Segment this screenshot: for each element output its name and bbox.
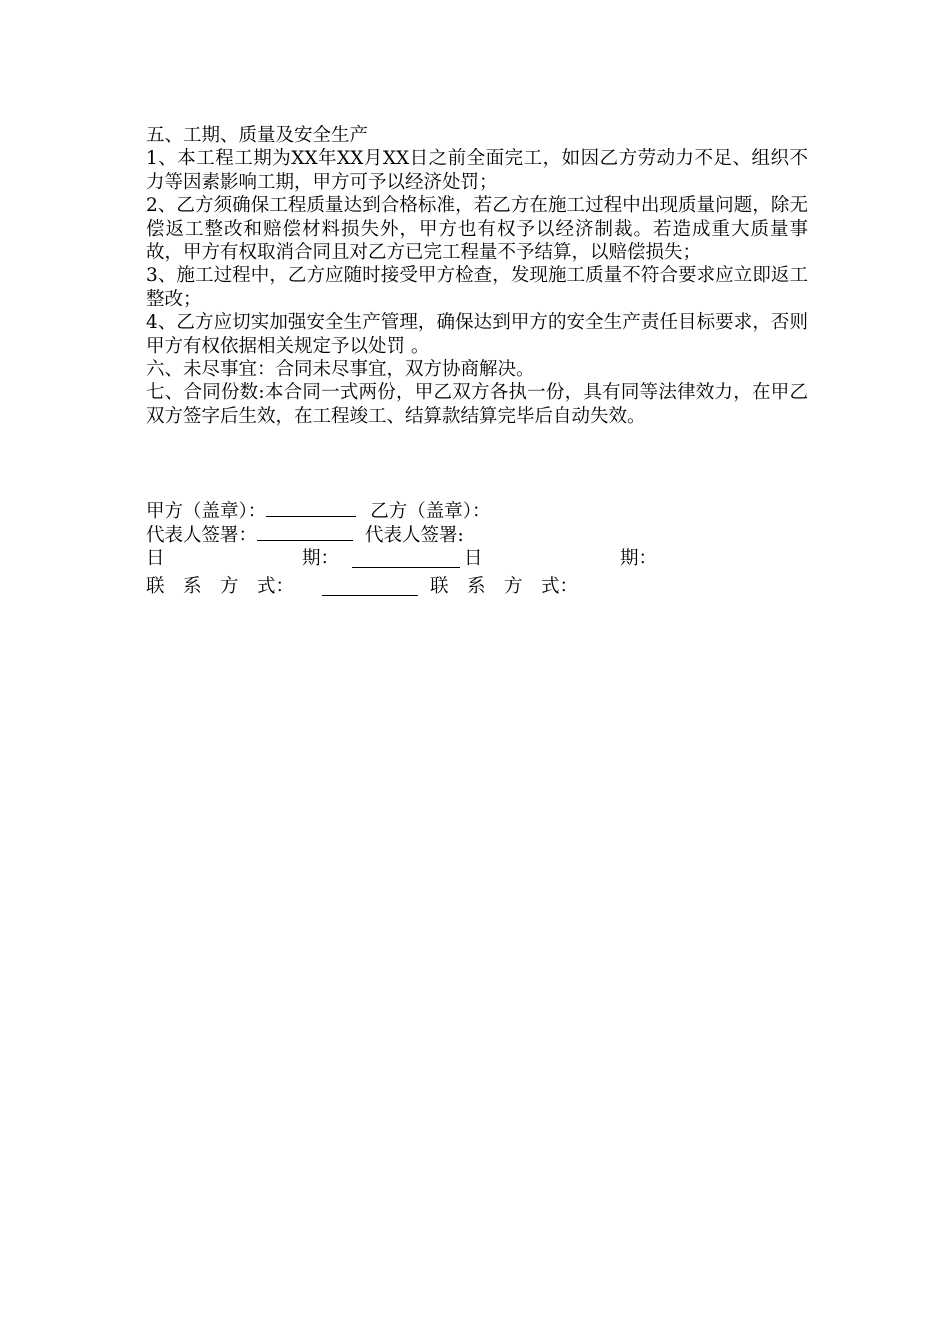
date-label-b-start: 日: [464, 548, 483, 569]
contact-a-blank: [322, 578, 418, 596]
section6-text: 六、未尽事宜：合同未尽事宜，双方协商解决。: [146, 359, 535, 381]
date-label-b-end: 期：: [620, 548, 658, 569]
rep-sign-a-label: 代表人签署：: [146, 525, 258, 546]
section5-item3: 3、施工过程中，乙方应随时接受甲方检查，发现施工质量不符合要求应立即返工整改；: [146, 265, 808, 310]
rep-sign-a-blank: [257, 523, 353, 541]
party-a-seal-blank: [266, 499, 356, 517]
contact-b-label: 联 系 方 式：: [430, 576, 579, 597]
signature-row-seal: [146, 499, 491, 523]
party-b-seal-label: 乙方（盖章）：: [370, 501, 491, 522]
signature-row-rep: [146, 523, 464, 547]
party-a-seal-label: 甲方（盖章）：: [146, 501, 267, 522]
date-a-blank: [352, 550, 460, 568]
section7-text: 七、合同份数:本合同一式两份，甲乙双方各执一份，具有同等法律效力，在甲乙双方签字后生效，在工程竣工、结算款结算完毕后自动失效。: [146, 382, 808, 427]
date-label-a-start: 日: [146, 548, 165, 569]
signature-row-contact: [146, 575, 808, 598]
section5-item1: 1、本工程工期为XX年XX月XX日之前全面完工，如因乙方劳动力不足、组织不力等因素影响工期，甲方可予以经济处罚；: [146, 148, 808, 193]
section5-item4: 4、乙方应切实加强安全生产管理，确保达到甲方的安全生产责任目标要求，否则甲方有权依据相关规定予以处罚 。: [146, 312, 808, 357]
date-label-a-end: 期：: [302, 548, 340, 569]
section5-item2: 2、乙方须确保工程质量达到合格标准，若乙方在施工过程中出现质量问题，除无偿返工整改和赔偿材料损失外，甲方也有权予以经济制裁。若造成重大质量事故，甲方有权取消合同且对乙方已完工程量不予结算，以赔偿损失；: [146, 195, 808, 264]
contract-body: [146, 124, 808, 428]
rep-sign-b-label: 代表人签署:: [365, 525, 464, 546]
signature-row-date: [146, 547, 808, 570]
contact-a-label: 联 系 方 式：: [146, 576, 295, 597]
section5-heading: 五、工期、质量及安全生产: [146, 125, 369, 146]
